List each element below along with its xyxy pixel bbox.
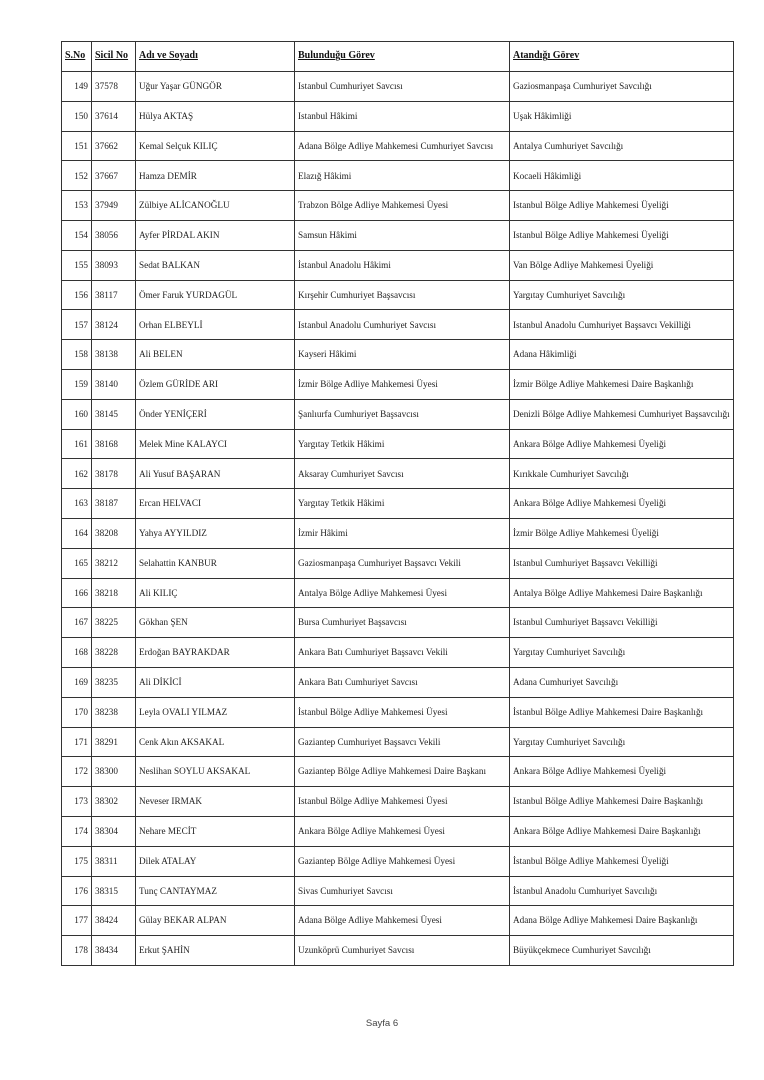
cell-current-position: Antalya Bölge Adliye Mahkemesi Üyesi (295, 578, 510, 608)
cell-sicil-no: 38138 (92, 340, 136, 370)
cell-name: Ercan HELVACI (136, 489, 295, 519)
table-row (62, 72, 734, 102)
cell-current-position: Adana Bölge Adliye Mahkemesi Cumhuriyet Savcısı (295, 131, 510, 161)
cell-name: Cenk Akın AKSAKAL (136, 727, 295, 757)
table-row (62, 101, 734, 131)
cell-sno: 170 (62, 697, 92, 727)
cell-name: Erkut ŞAHİN (136, 936, 295, 966)
cell-name: Ali BELEN (136, 340, 295, 370)
cell-name: Özlem GÜRİDE ARI (136, 369, 295, 399)
cell-sicil-no: 38140 (92, 369, 136, 399)
cell-sicil-no: 38300 (92, 757, 136, 787)
cell-current-position: İstanbul Bölge Adliye Mahkemesi Üyesi (295, 697, 510, 727)
table-row (62, 131, 734, 161)
cell-current-position: Uzunköprü Cumhuriyet Savcısı (295, 936, 510, 966)
cell-current-position: Gaziantep Bölge Adliye Mahkemesi Üyesi (295, 846, 510, 876)
cell-current-position: Şanlıurfa Cumhuriyet Başsavcısı (295, 399, 510, 429)
cell-current-position: Elazığ Hâkimi (295, 161, 510, 191)
cell-assigned-position: Antalya Bölge Adliye Mahkemesi Daire Başkanlığı (510, 578, 734, 608)
cell-assigned-position: Istanbul Bölge Adliye Mahkemesi Daire Başkanlığı (510, 787, 734, 817)
cell-sno: 156 (62, 280, 92, 310)
cell-name: Ayfer PİRDAL AKIN (136, 220, 295, 250)
table-row (62, 369, 734, 399)
cell-sno: 151 (62, 131, 92, 161)
cell-name: Kemal Selçuk KILIÇ (136, 131, 295, 161)
cell-sno: 150 (62, 101, 92, 131)
cell-current-position: Samsun Hâkimi (295, 220, 510, 250)
cell-sno: 162 (62, 459, 92, 489)
cell-sicil-no: 38304 (92, 816, 136, 846)
table-row (62, 340, 734, 370)
cell-name: Yahya AYYILDIZ (136, 518, 295, 548)
cell-assigned-position: Uşak Hâkimliği (510, 101, 734, 131)
cell-sicil-no: 38238 (92, 697, 136, 727)
cell-sno: 164 (62, 518, 92, 548)
cell-assigned-position: Istanbul Bölge Adliye Mahkemesi Üyeliği (510, 191, 734, 221)
cell-assigned-position: Denizli Bölge Adliye Mahkemesi Cumhuriyet Başsavcılığı (510, 399, 734, 429)
cell-name: Ömer Faruk YURDAGÜL (136, 280, 295, 310)
cell-sicil-no: 38212 (92, 548, 136, 578)
cell-assigned-position: İzmir Bölge Adliye Mahkemesi Üyeliği (510, 518, 734, 548)
cell-name: Önder YENİÇERİ (136, 399, 295, 429)
cell-name: Gökhan ŞEN (136, 608, 295, 638)
table-row (62, 429, 734, 459)
page-number: Sayfa 6 (365, 1018, 399, 1029)
cell-sicil-no: 38187 (92, 489, 136, 519)
cell-sicil-no: 37667 (92, 161, 136, 191)
cell-assigned-position: Yargıtay Cumhuriyet Savcılığı (510, 727, 734, 757)
header-current-position: Bulunduğu Görev (295, 42, 510, 72)
cell-name: Zülbiye ALİCANOĞLU (136, 191, 295, 221)
cell-current-position: Gaziantep Cumhuriyet Başsavcı Vekili (295, 727, 510, 757)
cell-assigned-position: Istanbul Cumhuriyet Başsavcı Vekilliği (510, 608, 734, 638)
header-name: Adı ve Soyadı (136, 42, 295, 72)
table-row (62, 906, 734, 936)
cell-sicil-no: 38235 (92, 667, 136, 697)
cell-assigned-position: Yargıtay Cumhuriyet Savcılığı (510, 280, 734, 310)
table-row (62, 220, 734, 250)
table-row (62, 936, 734, 966)
cell-assigned-position: Ankara Bölge Adliye Mahkemesi Daire Başkanlığı (510, 816, 734, 846)
cell-current-position: Istanbul Bölge Adliye Mahkemesi Üyesi (295, 787, 510, 817)
cell-name: Ali DİKİCİ (136, 667, 295, 697)
cell-name: Melek Mine KALAYCI (136, 429, 295, 459)
cell-current-position: Kayseri Hâkimi (295, 340, 510, 370)
cell-sno: 175 (62, 846, 92, 876)
cell-name: Orhan ELBEYLİ (136, 310, 295, 340)
cell-assigned-position: Ankara Bölge Adliye Mahkemesi Üyeliği (510, 429, 734, 459)
cell-sno: 171 (62, 727, 92, 757)
table-row (62, 697, 734, 727)
cell-name: Tunç CANTAYMAZ (136, 876, 295, 906)
table-row (62, 548, 734, 578)
table-header-row (62, 42, 734, 72)
cell-current-position: Yargıtay Tetkik Hâkimi (295, 489, 510, 519)
cell-assigned-position: Istanbul Cumhuriyet Başsavcı Vekilliği (510, 548, 734, 578)
cell-sicil-no: 38117 (92, 280, 136, 310)
cell-sicil-no: 38434 (92, 936, 136, 966)
table-row (62, 876, 734, 906)
cell-sicil-no: 38225 (92, 608, 136, 638)
cell-sno: 158 (62, 340, 92, 370)
cell-assigned-position: Büyükçekmece Cumhuriyet Savcılığı (510, 936, 734, 966)
cell-name: Leyla OVALI YILMAZ (136, 697, 295, 727)
cell-sicil-no: 38056 (92, 220, 136, 250)
cell-sicil-no: 38424 (92, 906, 136, 936)
header-sno: S.No (62, 42, 92, 72)
cell-assigned-position: Yargıtay Cumhuriyet Savcılığı (510, 638, 734, 668)
cell-current-position: Ankara Batı Cumhuriyet Başsavcı Vekili (295, 638, 510, 668)
cell-name: Uğur Yaşar GÜNGÖR (136, 72, 295, 102)
cell-sicil-no: 38145 (92, 399, 136, 429)
cell-sno: 178 (62, 936, 92, 966)
cell-assigned-position: Gaziosmanpaşa Cumhuriyet Savcılığı (510, 72, 734, 102)
cell-sno: 153 (62, 191, 92, 221)
cell-current-position: İstanbul Anadolu Hâkimi (295, 250, 510, 280)
table-row (62, 459, 734, 489)
cell-current-position: Ankara Batı Cumhuriyet Savcısı (295, 667, 510, 697)
cell-sno: 155 (62, 250, 92, 280)
cell-sicil-no: 38093 (92, 250, 136, 280)
table-row (62, 161, 734, 191)
cell-sno: 174 (62, 816, 92, 846)
cell-current-position: Aksaray Cumhuriyet Savcısı (295, 459, 510, 489)
cell-current-position: İzmir Bölge Adliye Mahkemesi Üyesi (295, 369, 510, 399)
cell-assigned-position: Van Bölge Adliye Mahkemesi Üyeliği (510, 250, 734, 280)
cell-sicil-no: 38168 (92, 429, 136, 459)
cell-sicil-no: 37949 (92, 191, 136, 221)
table-row (62, 608, 734, 638)
cell-current-position: Adana Bölge Adliye Mahkemesi Üyesi (295, 906, 510, 936)
cell-sno: 165 (62, 548, 92, 578)
cell-current-position: Kırşehir Cumhuriyet Başsavcısı (295, 280, 510, 310)
cell-current-position: İzmir Hâkimi (295, 518, 510, 548)
cell-name: Selahattin KANBUR (136, 548, 295, 578)
cell-current-position: Gaziosmanpaşa Cumhuriyet Başsavcı Vekili (295, 548, 510, 578)
cell-sno: 177 (62, 906, 92, 936)
cell-assigned-position: İstanbul Anadolu Cumhuriyet Savcılığı (510, 876, 734, 906)
header-assigned-position: Atandığı Görev (510, 42, 734, 72)
cell-sno: 159 (62, 369, 92, 399)
cell-name: Gülay BEKAR ALPAN (136, 906, 295, 936)
cell-current-position: Trabzon Bölge Adliye Mahkemesi Üyesi (295, 191, 510, 221)
cell-name: Dilek ATALAY (136, 846, 295, 876)
cell-name: Neveser IRMAK (136, 787, 295, 817)
header-sicil-no: Sicil No (92, 42, 136, 72)
cell-assigned-position: Adana Cumhuriyet Savcılığı (510, 667, 734, 697)
table-row (62, 787, 734, 817)
cell-sno: 173 (62, 787, 92, 817)
cell-sicil-no: 38208 (92, 518, 136, 548)
cell-sicil-no: 38218 (92, 578, 136, 608)
cell-sno: 160 (62, 399, 92, 429)
table-row (62, 816, 734, 846)
cell-assigned-position: Ankara Bölge Adliye Mahkemesi Üyeliği (510, 757, 734, 787)
cell-name: Hülya AKTAŞ (136, 101, 295, 131)
cell-sno: 157 (62, 310, 92, 340)
table-body (62, 72, 734, 966)
cell-current-position: Bursa Cumhuriyet Başsavcısı (295, 608, 510, 638)
cell-sicil-no: 37614 (92, 101, 136, 131)
cell-sno: 169 (62, 667, 92, 697)
cell-sno: 149 (62, 72, 92, 102)
cell-sno: 161 (62, 429, 92, 459)
cell-name: Hamza DEMİR (136, 161, 295, 191)
cell-assigned-position: Istanbul Bölge Adliye Mahkemesi Üyeliği (510, 220, 734, 250)
cell-assigned-position: Adana Bölge Adliye Mahkemesi Daire Başkanlığı (510, 906, 734, 936)
cell-current-position: Istanbul Cumhuriyet Savcısı (295, 72, 510, 102)
cell-sno: 154 (62, 220, 92, 250)
table-row (62, 399, 734, 429)
cell-current-position: Ankara Bölge Adliye Mahkemesi Üyesi (295, 816, 510, 846)
cell-current-position: Yargıtay Tetkik Hâkimi (295, 429, 510, 459)
cell-sicil-no: 38124 (92, 310, 136, 340)
cell-sicil-no: 38178 (92, 459, 136, 489)
table-row (62, 280, 734, 310)
cell-sicil-no: 38228 (92, 638, 136, 668)
cell-sicil-no: 38302 (92, 787, 136, 817)
cell-assigned-position: İstanbul Bölge Adliye Mahkemesi Üyeliği (510, 846, 734, 876)
cell-assigned-position: Istanbul Anadolu Cumhuriyet Başsavcı Vekilliği (510, 310, 734, 340)
cell-assigned-position: Kocaeli Hâkimliği (510, 161, 734, 191)
cell-name: Erdoğan BAYRAKDAR (136, 638, 295, 668)
cell-assigned-position: İzmir Bölge Adliye Mahkemesi Daire Başkanlığı (510, 369, 734, 399)
table-row (62, 310, 734, 340)
cell-assigned-position: Kırıkkale Cumhuriyet Savcılığı (510, 459, 734, 489)
cell-name: Nehare MECİT (136, 816, 295, 846)
cell-assigned-position: Ankara Bölge Adliye Mahkemesi Üyeliği (510, 489, 734, 519)
cell-assigned-position: Adana Hâkimliği (510, 340, 734, 370)
table-row (62, 489, 734, 519)
table-row (62, 846, 734, 876)
cell-sno: 168 (62, 638, 92, 668)
cell-sicil-no: 37578 (92, 72, 136, 102)
cell-name: Neslihan SOYLU AKSAKAL (136, 757, 295, 787)
cell-name: Ali KILIÇ (136, 578, 295, 608)
cell-current-position: Istanbul Hâkimi (295, 101, 510, 131)
table-row (62, 518, 734, 548)
cell-sicil-no: 38315 (92, 876, 136, 906)
cell-name: Ali Yusuf BAŞARAN (136, 459, 295, 489)
cell-sno: 172 (62, 757, 92, 787)
table-row (62, 757, 734, 787)
table-row (62, 667, 734, 697)
cell-assigned-position: İstanbul Bölge Adliye Mahkemesi Daire Başkanlığı (510, 697, 734, 727)
table-row (62, 250, 734, 280)
cell-current-position: Gaziantep Bölge Adliye Mahkemesi Daire Başkanı (295, 757, 510, 787)
table-row (62, 638, 734, 668)
cell-current-position: Sivas Cumhuriyet Savcısı (295, 876, 510, 906)
table-row (62, 727, 734, 757)
cell-sicil-no: 37662 (92, 131, 136, 161)
cell-sno: 167 (62, 608, 92, 638)
cell-sno: 176 (62, 876, 92, 906)
table-row (62, 191, 734, 221)
appointments-table (61, 41, 734, 966)
cell-sno: 163 (62, 489, 92, 519)
table-row (62, 578, 734, 608)
cell-assigned-position: Antalya Cumhuriyet Savcılığı (510, 131, 734, 161)
cell-sno: 166 (62, 578, 92, 608)
cell-sicil-no: 38291 (92, 727, 136, 757)
cell-current-position: Istanbul Anadolu Cumhuriyet Savcısı (295, 310, 510, 340)
cell-sicil-no: 38311 (92, 846, 136, 876)
cell-sno: 152 (62, 161, 92, 191)
cell-name: Sedat BALKAN (136, 250, 295, 280)
